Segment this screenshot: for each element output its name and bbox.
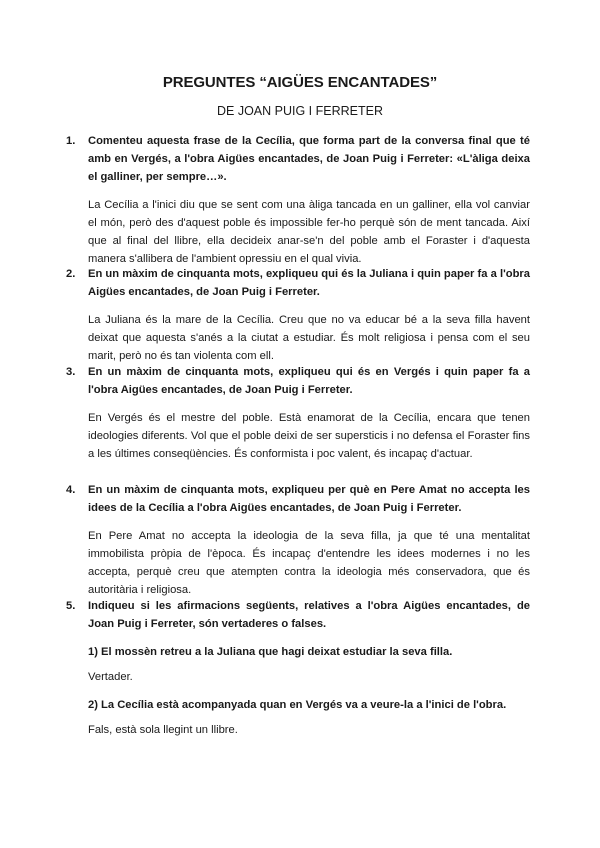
question-5 xyxy=(66,597,530,739)
question-3 xyxy=(66,363,530,463)
question-text: Indiqueu si les afirmacions següents, relatives a l'obra Aigües encantades, de Joan Puig i Ferreter, són vertaderes o falses. xyxy=(88,600,530,630)
question-text: Comenteu aquesta frase de la Cecília, que forma part de la conversa final que té amb en Vergés, a l'obra Aigües encantades, de Joan Puig i Ferreter: «L'àliga deixa el galliner, per sempre…». xyxy=(88,135,530,183)
question-number: 1. xyxy=(66,135,76,147)
question-text: En un màxim de cinquanta mots, expliqueu qui és la Juliana i quin paper fa a l'obra Aigües encantades, de Joan Puig i Ferreter. xyxy=(88,268,530,298)
question-1 xyxy=(66,132,530,268)
question-text: En un màxim de cinquanta mots, expliqueu per què en Pere Amat no accepta les idees de la Cecília a l'obra Aigües encantades, de Joan Puig i Ferreter. xyxy=(88,484,530,514)
answer-text: En Pere Amat no accepta la ideologia de la seva filla, ja que té una mentalitat immobilista pròpia de l'època. És incapaç d'entendre les idees modernes i no les accepta, perquè creu que atempten contra la ideologia més conservadora, que és autoritària i religiosa. xyxy=(88,530,530,596)
statement-1-answer: Vertader. xyxy=(88,671,133,683)
question-number: 2. xyxy=(66,268,76,280)
question-number: 4. xyxy=(66,484,76,496)
question-text: En un màxim de cinquanta mots, expliqueu qui és en Vergés i quin paper fa a l'obra Aigües encantades, de Joan Puig i Ferreter. xyxy=(88,366,530,396)
statement-1: 1) El mossèn retreu a la Juliana que hagi deixat estudiar la seva filla. xyxy=(88,646,453,658)
question-number: 5. xyxy=(66,600,76,612)
page-title: PREGUNTES “AIGÜES ENCANTADES” xyxy=(162,74,438,91)
answer-text: En Vergés és el mestre del poble. Està enamorat de la Cecília, encara que tenen ideologies diferents. Vol que el poble deixi de ser supersticis i no defensa el Foraster fins a les últimes conseqüències. És conformista i poc valent, és incapaç d'actuar. xyxy=(88,412,530,460)
question-4 xyxy=(66,481,530,599)
answer-text: La Juliana és la mare de la Cecília. Creu que no va educar bé a la seva filla havent deixat que aquesta s'anés a la ciutat a estudiar. És molt religiosa i pensa com el seu marit, però no és tan violenta com ell. xyxy=(88,314,530,362)
question-number: 3. xyxy=(66,366,76,378)
statement-2: 2) La Cecília està acompanyada quan en Vergés va a veure-la a l'inici de l'obra. xyxy=(88,699,507,711)
question-2 xyxy=(66,265,530,365)
answer-text: La Cecília a l'inici diu que se sent com una àliga tancada en un galliner, ella vol canviar el món, però des d'aquest poble és impossible fer-ho perquè són de ment tancada. Així que al final del llibre, ella decideix anar-se'n del poble amb el Foraster i d'aquesta manera s'allibera de l'ambient opressiu en el qual vivia. xyxy=(88,199,530,265)
statement-2-answer: Fals, està sola llegint un llibre. xyxy=(88,724,238,736)
page-subtitle: DE JOAN PUIG I FERRETER xyxy=(217,104,383,118)
